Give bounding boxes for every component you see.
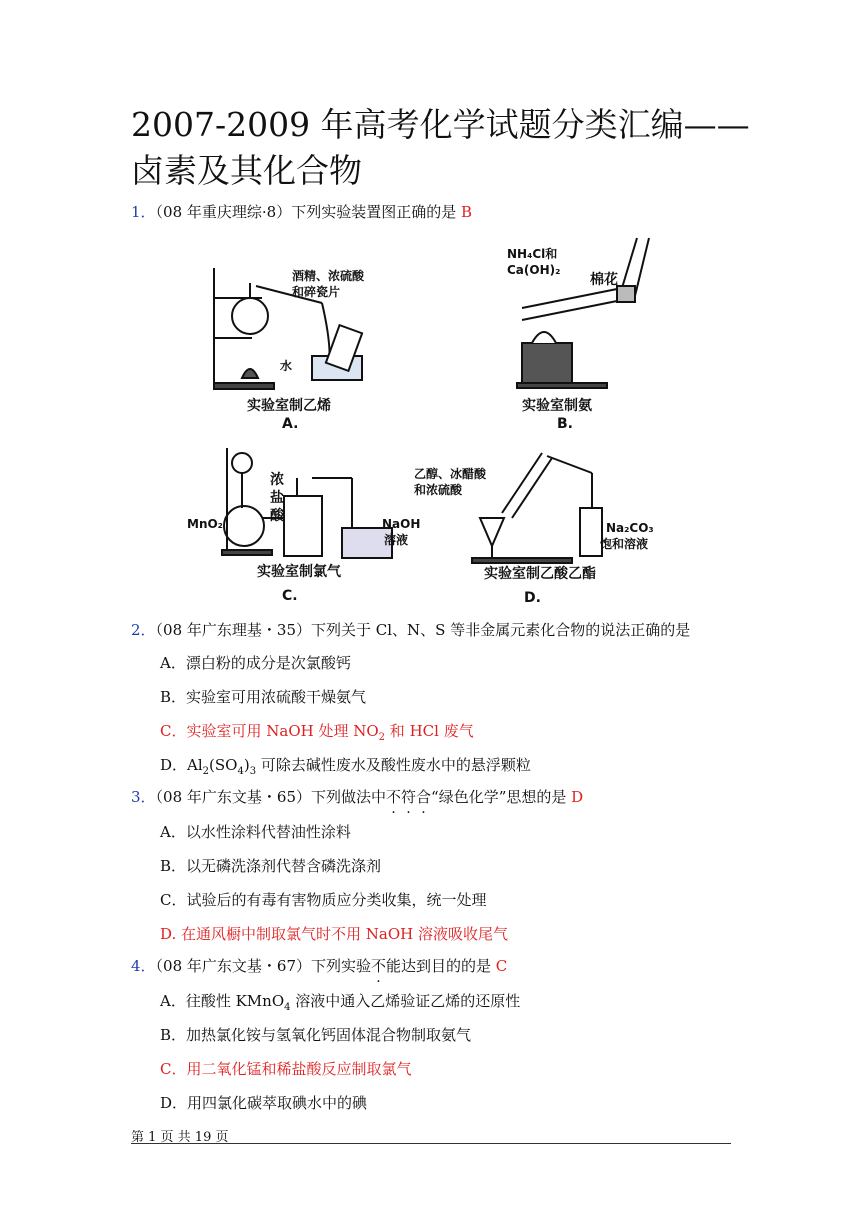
label-c-6: 溶液	[384, 533, 409, 547]
question-3: 3．（08 年广东文基・65）下列做法中不符合“绿色化学”思想的是 D	[131, 788, 584, 806]
label-b-2: Ca(OH)₂	[507, 263, 561, 277]
letter-b: B.	[557, 416, 573, 432]
question-number: 4．	[131, 957, 156, 975]
option-3c: C．试验后的有毒有害物质应分类收集，统一处理	[160, 891, 487, 909]
caption-d: 实验室制乙酸乙酯	[484, 566, 596, 582]
option-3a: A．以水性涂料代替油性涂料	[160, 823, 351, 841]
label-d-4: 饱和溶液	[600, 537, 649, 551]
question-1	[131, 202, 472, 222]
option-2b: B．实验室可用浓硫酸干燥氨气	[160, 688, 367, 706]
label-c-2: 盐	[270, 490, 284, 506]
label-a-1: 酒精、浓硫酸	[292, 269, 365, 283]
question-stem: （08 年广东理基・35）下列关于 Cl、N、S 等非金属元素化合物的说法正确的是	[155, 621, 691, 639]
question-number: 3．	[131, 788, 156, 806]
apparatus-figure	[162, 228, 672, 608]
option-4c: C．用二氧化锰和稀盐酸反应制取氯气	[160, 1060, 412, 1078]
caption-b: 实验室制氨	[522, 398, 592, 414]
question-number: 2．	[131, 621, 156, 639]
option-2c: C．实验室可用 NaOH 处理 $NO_2$ 和 HCl 废气	[160, 722, 474, 743]
option-4a: A．往酸性 KMnO$_4$ 溶液中通入乙烯验证乙烯的还原性	[160, 992, 521, 1013]
answer-mark: D	[571, 788, 584, 806]
label-c-1: 浓	[270, 472, 284, 488]
question-stem: （08 年重庆理综·8）下列实验装置图正确的是	[155, 203, 461, 221]
option-3d: D. 在通风橱中制取氯气时不用 NaOH 溶液吸收尾气	[160, 925, 509, 943]
caption-a: 实验室制乙烯	[247, 398, 331, 414]
label-a-2: 和碎瓷片	[292, 285, 341, 299]
label-d-2: 和浓硫酸	[414, 483, 463, 497]
caption-c: 实验室制氯气	[257, 564, 341, 580]
document-title: 2007-2009 年高考化学试题分类汇编——卤素及其化合物	[131, 105, 750, 190]
letter-d: D.	[524, 590, 541, 606]
answer-mark: C	[495, 957, 508, 975]
page-footer: 第 1 页 共 19 页	[131, 1130, 229, 1145]
label-b-1: NH₄Cl和	[507, 247, 558, 261]
footer-rule	[131, 1143, 731, 1144]
question-number: 1．	[131, 203, 156, 221]
question-4: 4．（08 年广东文基・67）下列实验不能达到目的的是 C	[131, 957, 508, 975]
option-4d: D．用四氯化碳萃取碘水中的碘	[160, 1094, 368, 1112]
letter-c: C.	[282, 588, 298, 604]
option-2d: D．$Al_2(SO_4)_3$ 可除去碱性废水及酸性废水中的悬浮颗粒	[160, 756, 531, 777]
answer-mark: B	[460, 203, 473, 221]
option-2a: A．漂白粉的成分是次氯酸钙	[160, 654, 351, 672]
option-4b: B．加热氯化铵与氢氧化钙固体混合物制取氨气	[160, 1026, 472, 1044]
option-3b: B．以无磷洗涤剂代替含磷洗涤剂	[160, 857, 382, 875]
label-a-3: 水	[280, 359, 293, 373]
label-c-4: MnO₂	[187, 517, 223, 531]
label-c-5: NaOH	[382, 517, 421, 531]
label-b-3: 棉花	[590, 272, 618, 288]
label-d-1: 乙醇、冰醋酸	[414, 467, 487, 481]
question-2	[131, 620, 690, 640]
letter-a: A.	[282, 416, 299, 432]
label-c-3: 酸	[270, 508, 284, 524]
label-d-3: Na₂CO₃	[606, 521, 654, 535]
